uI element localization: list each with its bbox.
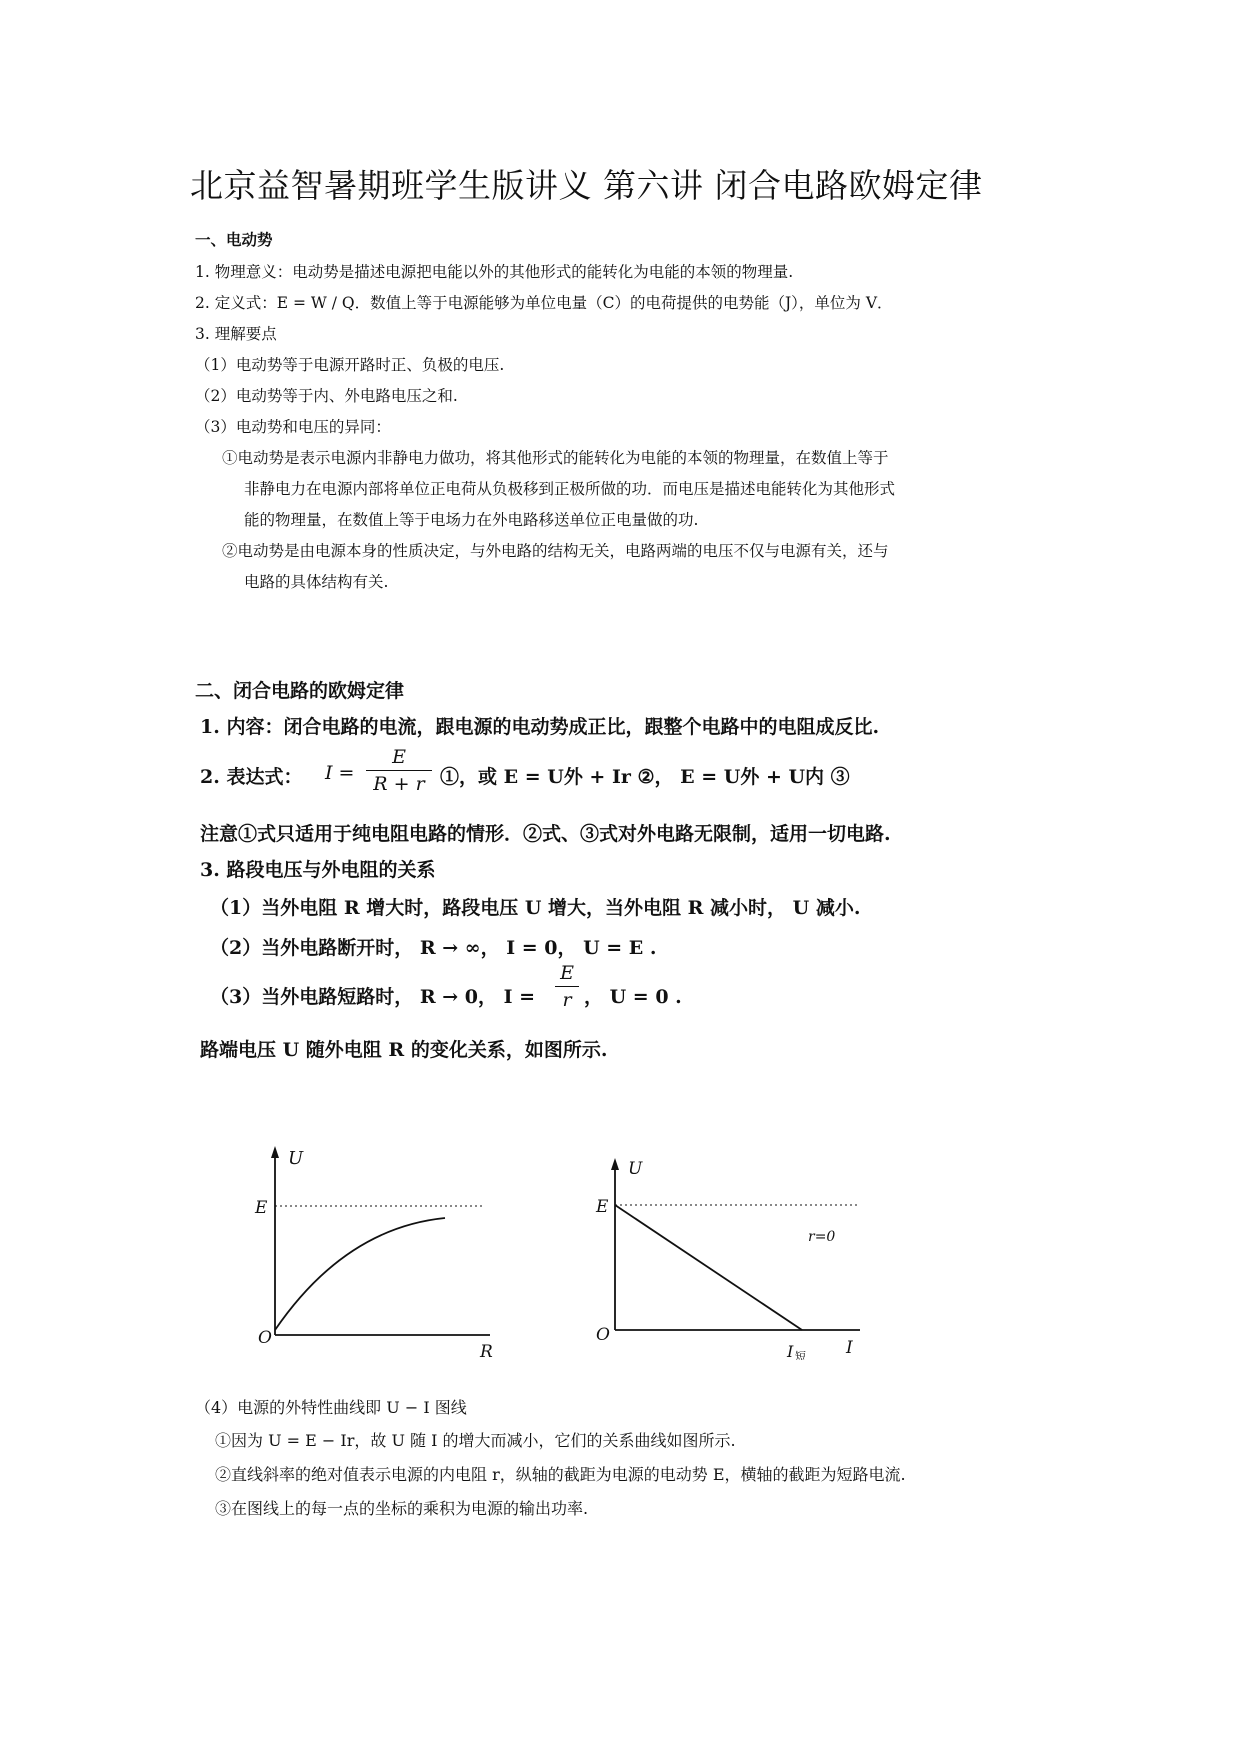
- s2-expr-lhs: I =: [325, 762, 355, 784]
- s3-line-3: ②直线斜率的绝对值表示电源的内电阻 r，纵轴的截距为电源的电动势 E，横轴的截距为短路电流.: [215, 1465, 906, 1484]
- y-axis-arrow: [611, 1158, 619, 1170]
- fraction-bar: [555, 986, 579, 987]
- s3-line-4: ③在图线上的每一点的坐标的乘积为电源的输出功率.: [215, 1499, 589, 1518]
- figure-u-vs-i: [580, 1150, 880, 1360]
- fraction-denominator: R + r: [373, 773, 425, 795]
- origin-label: O: [258, 1328, 272, 1348]
- fraction-numerator: E: [392, 746, 406, 768]
- s2-line-5: （1）当外电阻 R 增大时，路段电压 U 增大，当外电阻 R 减小时， U 减小.: [210, 897, 861, 919]
- s2-expr-rest: ①，或 E = U外 + Ir ②， E = U外 + U内 ③: [440, 766, 850, 788]
- figure-u-vs-r: [250, 1140, 510, 1360]
- i-short-subscript: 短: [795, 1350, 806, 1360]
- e-label: E: [255, 1198, 268, 1218]
- s1-line-1: 1. 物理意义：电动势是描述电源把电能以外的其他形式的能转化为电能的本领的物理量.: [195, 263, 794, 281]
- fraction-e-over-r-plus-r: [366, 746, 432, 795]
- fraction-numerator: E: [560, 962, 574, 984]
- s3-line-2: ①因为 U = E − Ir，故 U 随 I 的增大而减小，它们的关系曲线如图所示.: [215, 1431, 736, 1450]
- y-axis-label: U: [288, 1148, 304, 1169]
- y-axis-arrow: [271, 1146, 279, 1158]
- origin-label: O: [596, 1325, 610, 1345]
- page-title: 北京益智暑期班学生版讲义 第六讲 闭合电路欧姆定律: [190, 166, 983, 205]
- y-axis-label: U: [628, 1159, 643, 1179]
- section-2-heading: 二、闭合电路的欧姆定律: [195, 680, 405, 702]
- s2-expr-prefix: 2. 表达式：: [200, 766, 303, 788]
- s1-line-4: （1）电动势等于电源开路时正、负极的电压.: [195, 356, 505, 374]
- s1-line-6: （3）电动势和电压的异同：: [195, 418, 391, 436]
- s2-line-7-prefix: （3）当外电路短路时， R → 0， I =: [210, 986, 536, 1008]
- fraction-bar: [366, 770, 432, 771]
- s1-line-7: ①电动势是表示电源内非静电力做功，将其他形式的能转化为电能的本领的物理量，在数值上等于: [222, 449, 889, 467]
- x-axis-label: R: [480, 1342, 493, 1360]
- s2-line-6: （2）当外电路断开时， R → ∞， I = 0， U = E .: [210, 937, 657, 959]
- s1-line-3: 3. 理解要点: [195, 325, 277, 343]
- u-i-line: [615, 1205, 802, 1330]
- x-axis-label: I: [846, 1338, 853, 1358]
- section-1-heading: 一、电动势: [195, 230, 273, 249]
- s1-line-8: 非静电力在电源内部将单位正电荷从负极移到正极所做的功．而电压是描述电能转化为其他形式: [244, 480, 896, 498]
- s1-line-2: 2. 定义式：E = W / Q．数值上等于电源能够为单位电量（C）的电荷提供的电势能（J），单位为 V．: [195, 294, 893, 312]
- e-label: E: [596, 1197, 609, 1217]
- s1-line-11: 电路的具体结构有关.: [244, 573, 389, 591]
- s1-line-9: 能的物理量，在数值上等于电场力在外电路移送单位正电量做的功.: [244, 511, 699, 529]
- u-curve: [275, 1218, 445, 1330]
- s2-line-3: 注意①式只适用于纯电阻电路的情形．②式、③式对外电路无限制，适用一切电路.: [200, 823, 891, 845]
- fraction-denominator: r: [562, 989, 572, 1011]
- i-short-label: I: [787, 1342, 794, 1360]
- s1-line-5: （2）电动势等于内、外电路电压之和.: [195, 387, 458, 405]
- s2-line-7-suffix: ， U = 0 .: [584, 986, 682, 1008]
- s2-line-1: 1. 内容：闭合电路的电流，跟电源的电动势成正比，跟整个电路中的电阻成反比.: [200, 716, 880, 738]
- s1-line-10: ②电动势是由电源本身的性质决定，与外电路的结构无关，电路两端的电压不仅与电源有关，还与: [222, 542, 889, 560]
- r-zero-label: r=0: [808, 1229, 836, 1245]
- s2-line-8: 路端电压 U 随外电阻 R 的变化关系，如图所示.: [200, 1039, 608, 1061]
- fraction-e-over-r: [555, 962, 579, 1011]
- s2-line-4: 3. 路段电压与外电阻的关系: [200, 859, 436, 881]
- s3-line-1: （4）电源的外特性曲线即 U − I 图线: [195, 1398, 467, 1417]
